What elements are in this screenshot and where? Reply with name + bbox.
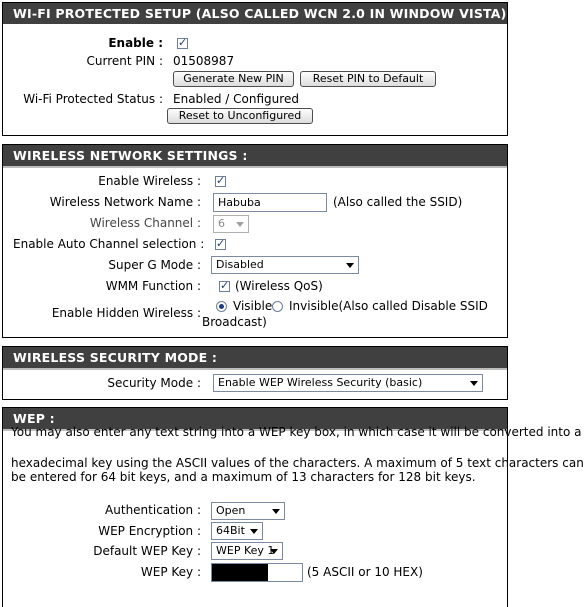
- security-mode-select[interactable]: [213, 374, 483, 392]
- chevron-down-icon: [470, 381, 478, 386]
- wep-encryption-label: WEP Encryption :: [98, 524, 201, 538]
- default-key-label: Default WEP Key :: [93, 544, 201, 558]
- security-mode-label: Security Mode :: [107, 376, 201, 390]
- ssid-note: (Also called the SSID): [333, 195, 463, 209]
- visible-radio[interactable]: [216, 301, 227, 312]
- wps-enable-checkbox[interactable]: [177, 38, 188, 49]
- wep-header: WEP :: [3, 408, 507, 431]
- superg-value: Disabled: [216, 258, 264, 271]
- superg-label: Super G Mode :: [108, 258, 201, 272]
- default-key-value: WEP Key 1: [216, 544, 275, 557]
- chevron-down-icon: [272, 509, 280, 514]
- wmm-note: (Wireless QoS): [235, 279, 323, 293]
- channel-value: 6: [218, 217, 225, 230]
- reset-pin-default-button[interactable]: Reset PIN to Default: [300, 71, 436, 87]
- wep-para-line2: hexadecimal key using the ASCII values of the characters. A maximum of 5 text characters can: [11, 456, 584, 470]
- chevron-down-icon: [236, 222, 244, 227]
- wps-status-value: Enabled / Configured: [173, 92, 299, 106]
- security-mode-value: Enable WEP Wireless Security (basic): [218, 376, 423, 389]
- invisible-label-cont: Broadcast): [202, 315, 267, 329]
- auto-channel-label: Enable Auto Channel selection :: [13, 237, 205, 251]
- visible-label: Visible: [233, 299, 273, 313]
- channel-select: [213, 215, 249, 233]
- enable-wireless-checkbox[interactable]: [215, 176, 226, 187]
- current-pin-value: 01508987: [173, 54, 235, 68]
- invisible-radio[interactable]: [272, 301, 283, 312]
- channel-label: Wireless Channel :: [89, 216, 201, 230]
- wep-para-line3: be entered for 64 bit keys, and a maximum of 13 characters for 128 bit keys.: [11, 470, 476, 484]
- chevron-down-icon: [250, 529, 258, 534]
- security-header: WIRELESS SECURITY MODE :: [3, 347, 507, 370]
- invisible-label: Invisible(Also called Disable SSID: [289, 299, 488, 313]
- wep-section: [2, 407, 584, 607]
- wireless-header: WIRELESS NETWORK SETTINGS :: [3, 145, 507, 168]
- current-pin-label: Current PIN :: [86, 54, 163, 68]
- hidden-wireless-label: Enable Hidden Wireless :: [51, 306, 201, 320]
- chevron-down-icon: [270, 549, 278, 554]
- auth-value: Open: [216, 504, 246, 517]
- wep-key-input[interactable]: [211, 563, 303, 582]
- wps-section: [2, 2, 517, 136]
- wps-status-label: Wi-Fi Protected Status :: [23, 92, 163, 106]
- generate-new-pin-button[interactable]: Generate New PIN: [173, 71, 294, 87]
- auth-label: Authentication :: [105, 503, 201, 517]
- superg-select[interactable]: [211, 256, 359, 274]
- wep-key-note: (5 ASCII or 10 HEX): [307, 565, 423, 579]
- security-mode-section: [2, 346, 508, 400]
- wps-enable-label: Enable :: [108, 36, 163, 50]
- wmm-checkbox[interactable]: [219, 281, 230, 292]
- chevron-down-icon: [346, 263, 354, 268]
- wmm-label: WMM Function :: [105, 279, 201, 293]
- auth-select[interactable]: [211, 502, 285, 520]
- network-name-input[interactable]: Habuba: [213, 193, 327, 212]
- enable-wireless-label: Enable Wireless :: [98, 174, 201, 188]
- wep-key-masked-value: [212, 564, 268, 581]
- default-key-select[interactable]: [211, 542, 283, 560]
- wep-encryption-value: 64Bit: [216, 524, 245, 537]
- network-name-label: Wireless Network Name :: [49, 195, 201, 209]
- auto-channel-checkbox[interactable]: [215, 239, 226, 250]
- wps-header: WI-FI PROTECTED SETUP (ALSO CALLED WCN 2.0 IN WINDOW VISTA) :: [3, 3, 507, 24]
- wep-key-label: WEP Key :: [140, 565, 201, 579]
- scroll-clip: [3, 425, 582, 445]
- wep-para-line1: You may also enter any text string into a WEP key box, in which case it will be converted into a: [11, 425, 582, 439]
- wep-encryption-select[interactable]: [211, 522, 263, 540]
- wireless-settings-section: [2, 144, 508, 338]
- reset-unconfigured-button[interactable]: Reset to Unconfigured: [167, 108, 313, 124]
